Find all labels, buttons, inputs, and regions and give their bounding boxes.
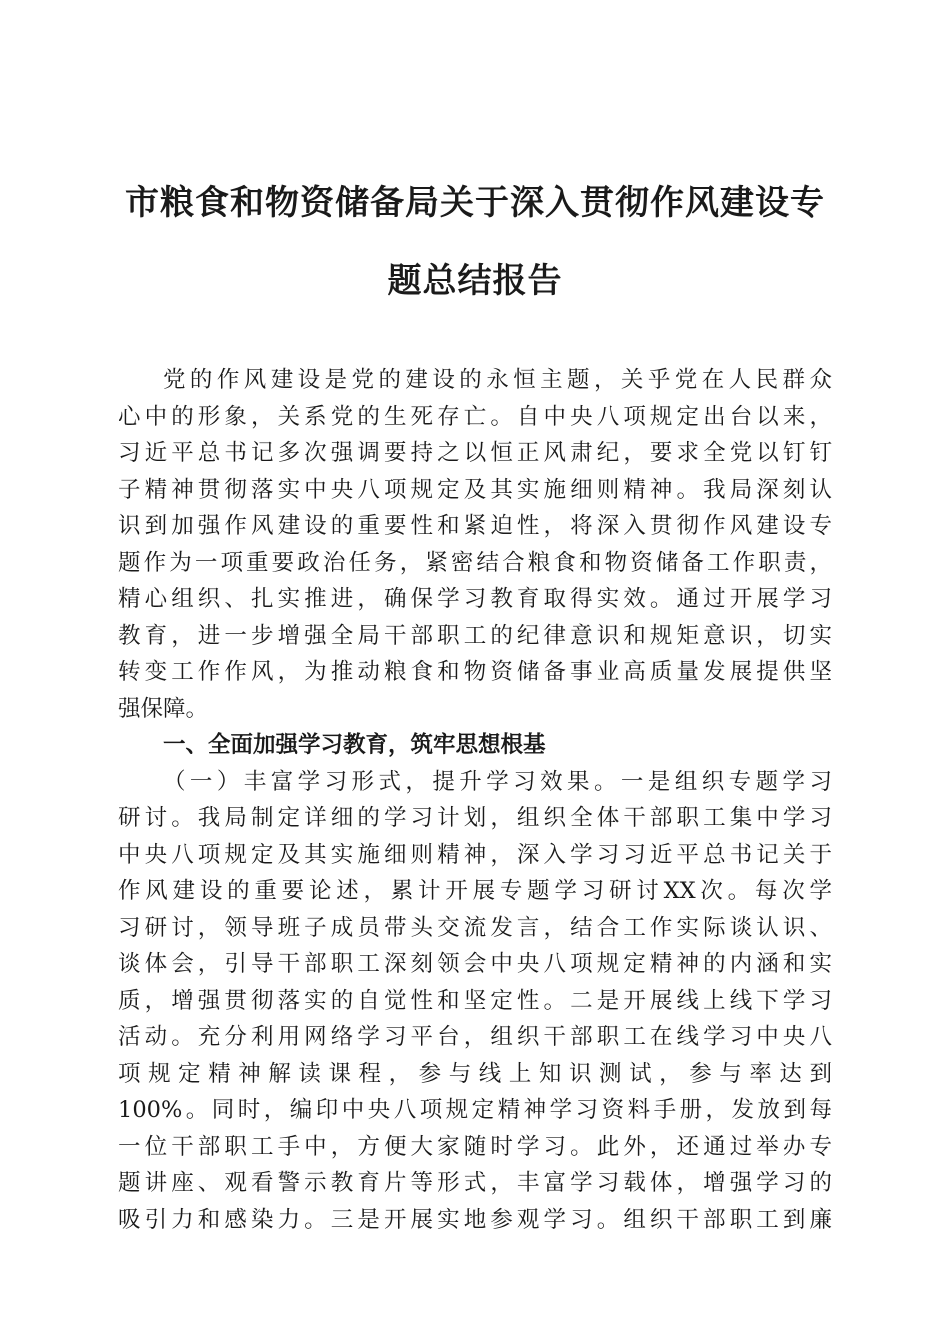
body-line: 习近平总书记多次强调要持之以恒正风肃纪，要求全党以钉钉 bbox=[118, 440, 832, 466]
title-line-1: 市粮食和物资储备局关于深入贯彻作风建设专 bbox=[125, 183, 825, 223]
body-line: 研讨。我局制定详细的学习计划，组织全体干部职工集中学习 bbox=[118, 805, 832, 831]
body-line: 一位干部职工手中，方便大家随时学习。此外，还通过举办专 bbox=[118, 1133, 832, 1160]
body-line: 题讲座、观看警示教育片等形式，丰富学习载体，增强学习的 bbox=[118, 1170, 832, 1196]
body-line: 题作为一项重要政治任务，紧密结合粮食和物资储备工作职责， bbox=[118, 549, 832, 576]
body-line: 识到加强作风建设的重要性和紧迫性，将深入贯彻作风建设专 bbox=[118, 513, 832, 539]
body-line: 吸引力和感染力。三是开展实地参观学习。组织干部职工到廉 bbox=[118, 1206, 832, 1233]
body-line: 转变工作作风，为推动粮食和物资储备事业高质量发展提供坚 bbox=[118, 659, 832, 685]
body-line: 党的作风建设是党的建设的永恒主题，关乎党在人民群众 bbox=[163, 367, 832, 393]
body-line: 教育，进一步增强全局干部职工的纪律意识和规矩意识，切实 bbox=[118, 622, 832, 649]
body-line: 活动。充分利用网络学习平台，组织干部职工在线学习中央八 bbox=[118, 1024, 832, 1050]
body-line: （一）丰富学习形式，提升学习效果。一是组织专题学习 bbox=[163, 768, 832, 795]
body-line: 强保障。 bbox=[118, 695, 209, 722]
document-body bbox=[118, 362, 832, 1238]
body-line: 心中的形象，关系党的生死存亡。自中央八项规定出台以来， bbox=[118, 403, 832, 430]
body-line: 习研讨，领导班子成员带头交流发言，结合工作实际谈认识、 bbox=[118, 914, 832, 941]
body-line: 质，增强贯彻落实的自觉性和坚定性。二是开展线上线下学习 bbox=[118, 987, 832, 1014]
document-title bbox=[118, 0, 832, 320]
body-line: 项规定精神解读课程，参与线上知识测试，参与率达到 bbox=[118, 1060, 832, 1087]
body-line: 中央八项规定及其实施细则精神，深入学习习近平总书记关于 bbox=[118, 841, 832, 868]
body-line: 作风建设的重要论述，累计开展专题学习研讨XX次。每次学 bbox=[118, 878, 832, 904]
body-line: 谈体会，引导干部职工深刻领会中央八项规定精神的内涵和实 bbox=[118, 951, 832, 977]
body-line: 子精神贯彻落实中央八项规定及其实施细则精神。我局深刻认 bbox=[118, 476, 832, 503]
body-line: 100%。同时，编印中央八项规定精神学习资料手册，发放到每 bbox=[118, 1097, 832, 1123]
section-heading: 一、全面加强学习教育，筑牢思想根基 bbox=[163, 732, 546, 758]
body-line: 精心组织、扎实推进，确保学习教育取得实效。通过开展学习 bbox=[118, 586, 832, 612]
title-line-2: 题总结报告 bbox=[387, 261, 563, 301]
